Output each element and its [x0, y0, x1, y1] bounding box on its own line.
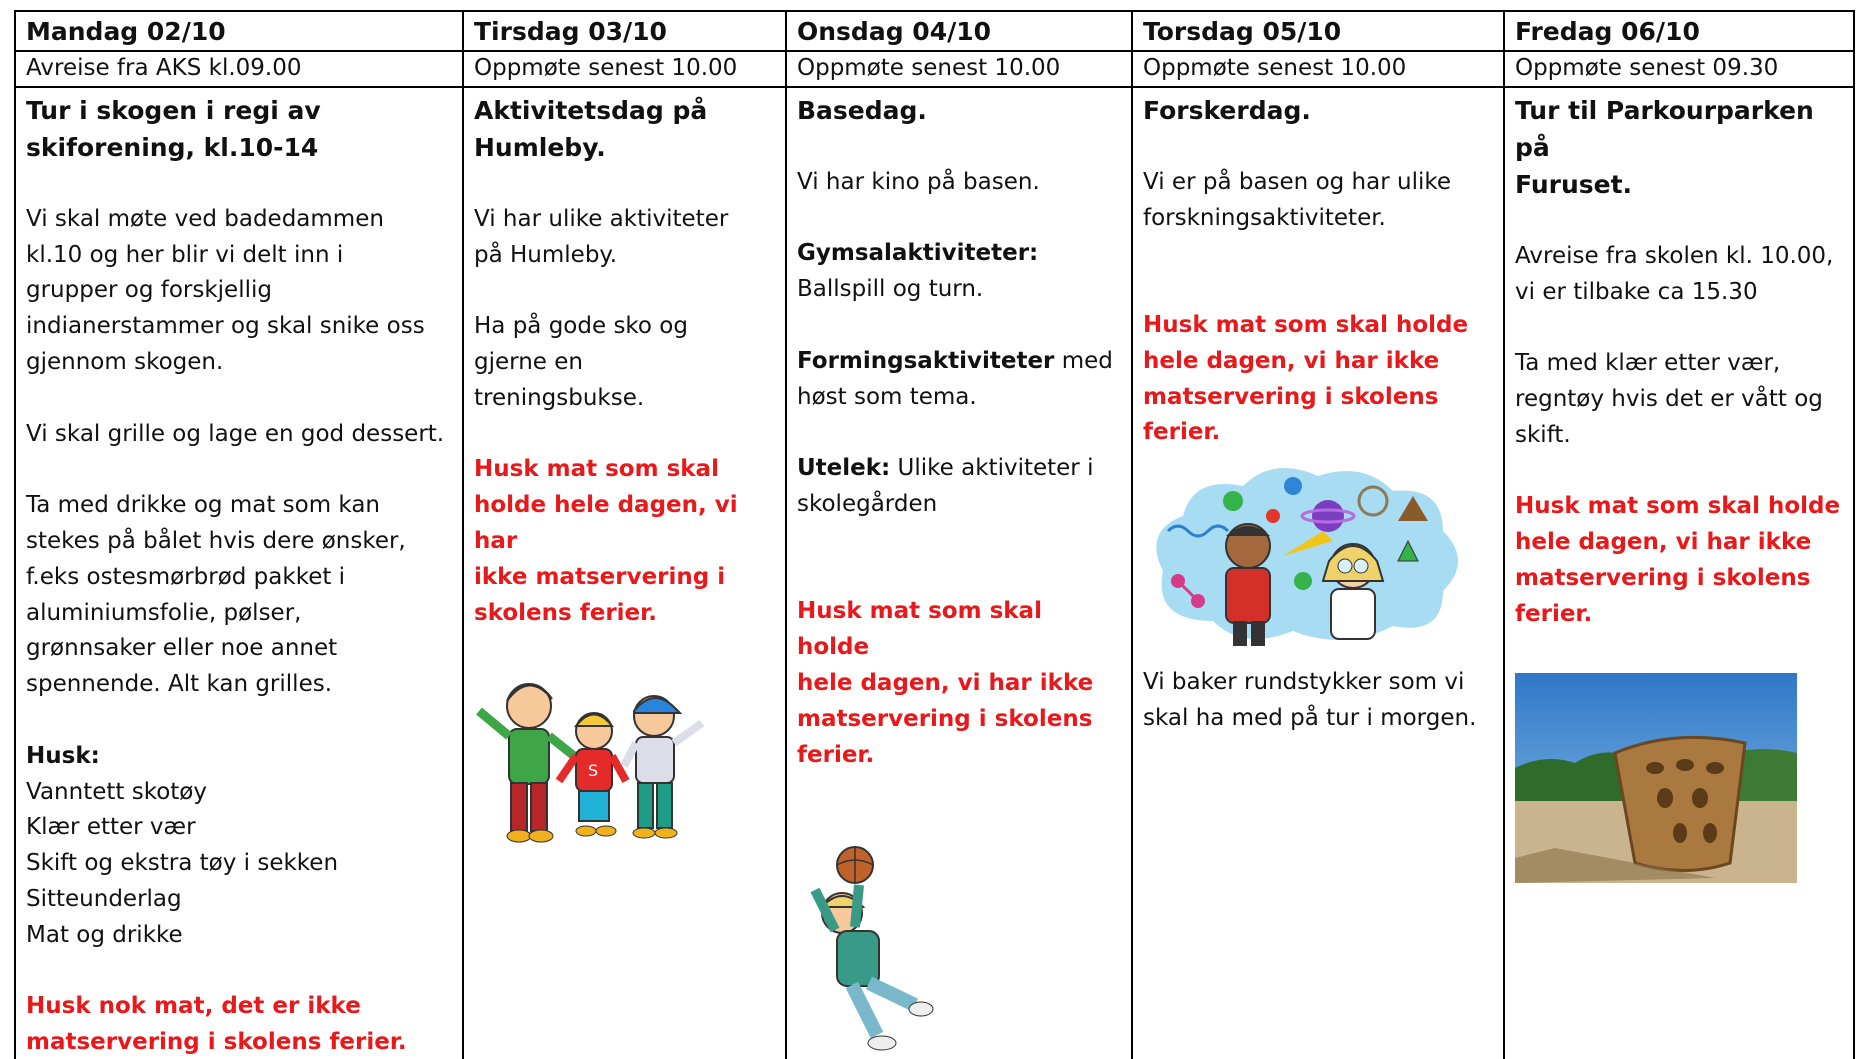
body-friday [1503, 86, 1855, 1059]
text-line [797, 451, 1121, 487]
text-line: kl.10 og her blir vi delt inn i [26, 241, 344, 268]
food-reminder: Husk nok mat, det er ikke [26, 993, 361, 1020]
header-friday: Fredag 06/10 [1503, 10, 1855, 50]
text-line: grønnsaker eller noe annet [26, 635, 338, 662]
header-wednesday: Onsdag 04/10 [785, 10, 1131, 50]
food-reminder: ferier. [1143, 419, 1221, 446]
text-line: vi er tilbake ca 15.30 [1515, 278, 1758, 305]
text-line: Vi baker rundstykker som vi [1143, 669, 1465, 696]
body-thursday [1131, 86, 1503, 1059]
meeting-time-wednesday: Oppmøte senest 10.00 [785, 50, 1131, 86]
children-playing-illustration [474, 671, 714, 871]
parkour-park-photo [1515, 673, 1797, 883]
text-line: skolegården [797, 490, 938, 517]
food-reminder: Husk mat som skal holde [1515, 493, 1841, 520]
text-line: gjennom skogen. [26, 348, 224, 375]
text-line: indianerstammer og skal snike oss [26, 313, 425, 340]
title-line: Basedag. [797, 96, 927, 125]
text-line: Vi skal møte ved badedammen [26, 205, 384, 232]
body-monday [14, 86, 462, 1059]
text-line: Vi er på basen og har ulike [1143, 168, 1451, 195]
food-reminder: matservering i skolens [1515, 564, 1811, 591]
text-line: aluminiumsfolie, pølser, [26, 599, 302, 626]
meeting-time-tuesday: Oppmøte senest 10.00 [462, 50, 785, 86]
list-item: Klær etter vær [26, 814, 196, 841]
text-line: Ta med klær etter vær, [1515, 350, 1781, 377]
text-line: stekes på bålet hvis dere ønsker, [26, 527, 406, 554]
food-reminder: skolens ferier. [474, 599, 657, 626]
text-line: Vi har ulike aktiviteter [474, 205, 729, 232]
text-line: Ta med drikke og mat som kan [26, 492, 381, 519]
title-line: skiforening, kl.10-14 [26, 133, 319, 162]
food-reminder: ferier. [1515, 600, 1593, 627]
text-fragment: med [1054, 347, 1113, 374]
title-line: Tur i skogen i regi av [26, 96, 321, 125]
text-line: regntøy hvis det er vått og [1515, 385, 1823, 412]
text-line: Vi har kino på basen. [797, 168, 1040, 195]
food-reminder: matservering i skolens [797, 705, 1093, 732]
food-reminder: matservering i skolens ferier. [26, 1029, 407, 1056]
food-reminder: ferier. [797, 741, 875, 768]
list-item: Vanntett skotøy [26, 778, 207, 805]
food-reminder: Husk mat som skal holde [1143, 311, 1469, 338]
title-line: Tur til Parkourparken på [1515, 96, 1814, 162]
food-reminder: ikke matservering i [474, 563, 726, 590]
food-reminder: Husk mat som skal holde [797, 598, 1042, 661]
text-line: Ballspill og turn. [797, 276, 984, 303]
svg-text:S: S [588, 761, 599, 781]
body-wednesday [785, 86, 1131, 1059]
text-line: høst som tema. [797, 383, 977, 410]
text-line: grupper og forskjellig [26, 277, 272, 304]
text-line: gjerne en [474, 348, 583, 375]
text-line: f.eks ostesmørbrød pakket i [26, 563, 346, 590]
text-line: Ha på gode sko og [474, 313, 688, 340]
husk-label: Husk: [26, 742, 100, 769]
food-reminder: hele dagen, vi har ikke [1515, 529, 1812, 556]
meeting-time-friday: Oppmøte senest 09.30 [1503, 50, 1855, 86]
text-line: spennende. Alt kan grilles. [26, 671, 333, 698]
header-thursday: Torsdag 05/10 [1131, 10, 1503, 50]
utelek-label: Utelek: [797, 455, 891, 482]
food-reminder: matservering i skolens [1143, 383, 1439, 410]
text-line: Vi skal grille og lage en god dessert. [26, 420, 445, 447]
text-line: treningsbukse. [474, 384, 645, 411]
list-item: Sitteunderlag [26, 885, 182, 912]
list-item: Mat og drikke [26, 921, 183, 948]
text-line: Avreise fra skolen kl. 10.00, [1515, 242, 1834, 269]
food-reminder: hele dagen, vi har ikke [797, 669, 1094, 696]
weekly-schedule-table [14, 10, 1856, 1059]
meeting-time-thursday: Oppmøte senest 10.00 [1131, 50, 1503, 86]
text-line: på Humleby. [474, 241, 618, 268]
header-monday: Mandag 02/10 [14, 10, 462, 50]
meeting-time-monday: Avreise fra AKS kl.09.00 [14, 50, 462, 86]
body-tuesday [462, 86, 785, 1059]
food-reminder: hele dagen, vi har ikke [1143, 347, 1440, 374]
text-line: skal ha med på tur i morgen. [1143, 704, 1477, 731]
list-item: Skift og ekstra tøy i sekken [26, 850, 339, 877]
boy-basketball-illustration [797, 835, 947, 1059]
text-line [797, 344, 1121, 380]
title-line: Humleby. [474, 133, 606, 162]
text-fragment: Ulike aktiviteter i [890, 455, 1094, 482]
title-line: Forskerdag. [1143, 96, 1311, 125]
title-line: Aktivitetsdag på [474, 96, 708, 125]
forming-label: Formingsaktiviteter [797, 347, 1055, 374]
title-line: Furuset. [1515, 170, 1633, 199]
science-kids-illustration [1143, 461, 1473, 651]
food-reminder: holde hele dagen, vi har [474, 492, 738, 554]
text-line: skift. [1515, 421, 1571, 448]
header-tuesday: Tirsdag 03/10 [462, 10, 785, 50]
text-line: forskningsaktiviteter. [1143, 204, 1386, 231]
gym-label: Gymsalaktiviteter: [797, 240, 1039, 267]
food-reminder: Husk mat som skal [474, 456, 719, 483]
